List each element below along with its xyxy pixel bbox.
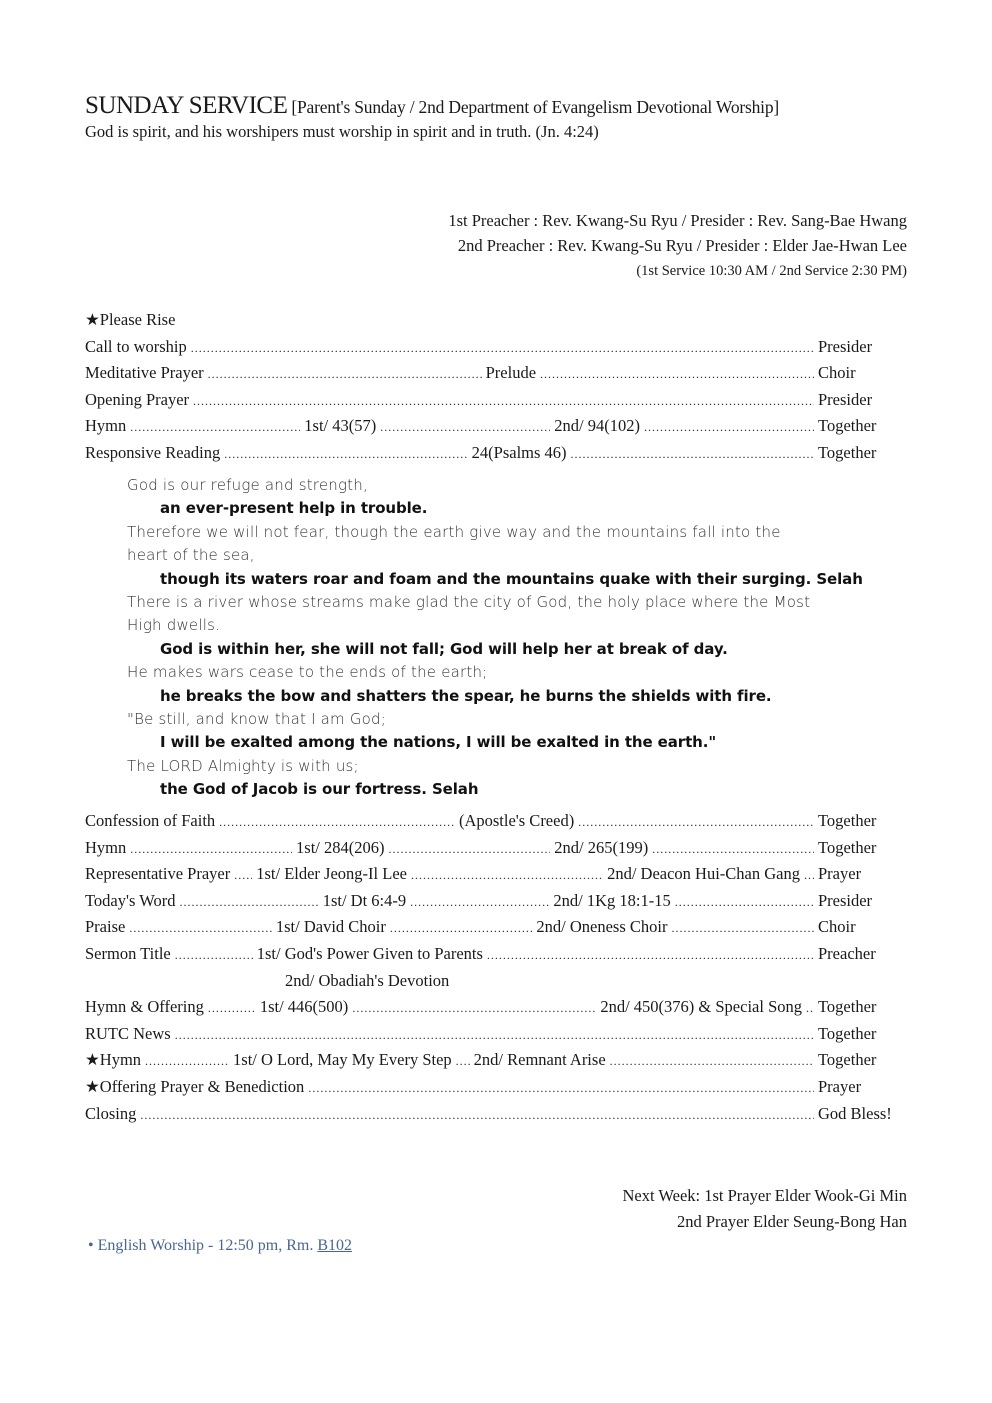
- leader-dots: [610, 1048, 814, 1075]
- page-subtitle: [Parent's Sunday / 2nd Department of Evangelism Devotional Worship]: [291, 97, 780, 117]
- item-role: Together: [818, 1050, 877, 1070]
- reading-line: God is our refuge and strength,: [127, 476, 368, 494]
- preacher-line-2: 2nd Preacher : Rev. Kwang-Su Ryu / Presider : Elder Jae-Hwan Lee: [457, 236, 907, 255]
- item-role: Presider: [817, 890, 873, 910]
- order-item: [85, 808, 905, 835]
- leader-dots: [389, 836, 551, 863]
- reading-line: There is a river whose streams make glad the city of God, the holy place where the Most: [127, 592, 811, 611]
- item-first: 1st/ God's Power Given to Parents: [256, 943, 483, 963]
- order-item: [85, 861, 905, 888]
- order-item: [85, 334, 905, 361]
- leader-dots: [380, 414, 550, 441]
- order-item: [85, 888, 905, 915]
- item-name: Hymn & Offering: [85, 997, 204, 1017]
- leader-dots: [804, 862, 814, 889]
- leader-dots: [175, 1022, 814, 1049]
- item-role: Choir: [818, 917, 856, 937]
- leader-dots: [129, 915, 272, 942]
- leader-dots: [652, 836, 814, 863]
- order-of-service-part-1: [85, 307, 905, 467]
- order-item: [85, 1074, 905, 1101]
- item-first: 1st/ Elder Jeong-Il Lee: [256, 864, 407, 884]
- item-role: Presider: [818, 389, 873, 409]
- item-first: 1st/ Dt 6:4-9: [322, 890, 407, 910]
- order-item: [85, 835, 905, 862]
- order-item: [85, 440, 905, 467]
- leader-dots: [571, 441, 814, 468]
- item-first: 1st/ O Lord, May My Every Step: [233, 1050, 452, 1070]
- reading-response: he breaks the bow and shatters the spear, he burns the shields with fire.: [160, 686, 772, 705]
- order-item: [85, 413, 905, 440]
- item-continuation: 2nd/ Obadiah's Devotion: [285, 970, 450, 990]
- item-role: Together: [818, 416, 877, 436]
- bullet-icon: •: [88, 1237, 94, 1254]
- order-item: [85, 360, 905, 387]
- reading-line: He makes wars cease to the ends of the earth;: [127, 663, 488, 682]
- item-second: 2nd/ 94(102): [554, 416, 640, 436]
- leader-dots: [208, 995, 256, 1022]
- item-first: 1st/ 43(57): [304, 416, 377, 436]
- item-name: Representative Prayer: [85, 864, 231, 884]
- leader-dots: [219, 809, 455, 836]
- reading-line: "Be still, and know that I am God;: [127, 709, 387, 728]
- leader-dots: [191, 335, 814, 362]
- item-role: God Bless!: [818, 1103, 892, 1123]
- leader-dots: [145, 1048, 229, 1075]
- reading-response: the God of Jacob is our fortress. Selah: [160, 780, 479, 799]
- preachers-block: [448, 208, 907, 284]
- leader-dots: [208, 361, 482, 388]
- item-second: 2nd/ 450(376) & Special Song: [600, 997, 802, 1017]
- item-mid: 24(Psalms 46): [471, 442, 567, 462]
- please-rise: [85, 307, 905, 334]
- item-role: Prayer: [818, 1076, 862, 1096]
- item-mid: Prelude: [485, 363, 537, 383]
- leader-dots: [410, 889, 549, 916]
- epigraph: God is spirit, and his worshipers must worship in spirit and in truth. (Jn. 4:24): [85, 122, 599, 141]
- item-role: Together: [817, 442, 877, 462]
- item-name: Confession of Faith: [85, 811, 216, 830]
- item-name: Opening Prayer: [85, 389, 190, 409]
- leader-dots: [193, 388, 814, 415]
- leader-dots: [390, 915, 533, 942]
- page-title: SUNDAY SERVICE: [85, 92, 288, 119]
- item-name: RUTC News: [85, 1023, 171, 1043]
- order-item: [85, 1047, 905, 1074]
- item-second: 2nd/ Deacon Hui-Chan Gang: [607, 864, 800, 884]
- item-name: Hymn: [85, 416, 127, 436]
- next-week-line-2: 2nd Prayer Elder Seung-Bong Han: [676, 1212, 907, 1231]
- reading-line: High dwells.: [127, 616, 221, 635]
- next-week-line-1: Next Week: 1st Prayer Elder Wook-Gi Min: [622, 1186, 907, 1205]
- order-item: [85, 994, 905, 1021]
- leader-dots: [411, 862, 603, 889]
- item-second: 2nd/ 265(199): [554, 837, 649, 857]
- item-first: 1st/ 284(206): [296, 837, 385, 857]
- item-name: ★Hymn: [85, 1050, 142, 1070]
- leader-dots: [671, 915, 814, 942]
- order-item: [85, 1021, 905, 1048]
- item-role: Together: [818, 811, 877, 830]
- responsive-reading-text: [127, 474, 887, 801]
- item-role: Together: [818, 997, 877, 1017]
- service-times: (1st Service 10:30 AM / 2nd Service 2:30 PM): [636, 263, 907, 279]
- item-name: Closing: [85, 1103, 137, 1123]
- preacher-line-1: 1st Preacher : Rev. Kwang-Su Ryu / Presider : Rev. Sang-Bae Hwang: [448, 211, 907, 230]
- reading-line: heart of the sea,: [127, 546, 255, 565]
- leader-dots: [578, 809, 814, 836]
- next-week-prayers: [622, 1183, 907, 1235]
- item-name: Sermon Title: [85, 943, 171, 963]
- order-item: [85, 941, 905, 968]
- reading-response: though its waters roar and foam and the mountains quake with their surging. Selah: [160, 569, 863, 588]
- item-name: ★Offering Prayer & Benediction: [85, 1076, 305, 1096]
- reading-line: Therefore we will not fear, though the earth give way and the mountains fall into the: [127, 522, 781, 541]
- item-role: Prayer: [818, 864, 862, 884]
- item-role: Presider: [818, 336, 873, 356]
- leader-dots: [179, 889, 318, 916]
- leader-dots: [130, 414, 300, 441]
- order-item: [85, 1101, 905, 1128]
- item-name: Praise: [85, 917, 126, 937]
- room-link[interactable]: B102: [317, 1237, 353, 1254]
- leader-dots: [175, 942, 253, 969]
- item-first: 1st/ 446(500): [259, 997, 349, 1017]
- leader-dots: [540, 361, 814, 388]
- item-role: Choir: [817, 363, 856, 383]
- order-item: [85, 914, 905, 941]
- leader-dots: [140, 1102, 814, 1129]
- item-mid: (Apostle's Creed): [458, 811, 575, 830]
- item-name: Meditative Prayer: [85, 363, 204, 383]
- item-name: Responsive Reading: [85, 442, 221, 462]
- order-item: [85, 387, 905, 414]
- reading-line: The LORD Almighty is with us;: [127, 756, 359, 775]
- leader-dots: [130, 836, 292, 863]
- reading-response: God is within her, she will not fall; God will help her at break of day.: [160, 639, 728, 658]
- item-second: 2nd/ Oneness Choir: [536, 917, 668, 937]
- reading-response: I will be exalted among the nations, I will be exalted in the earth.": [160, 733, 717, 752]
- order-item-continuation: [85, 968, 905, 995]
- leader-dots: [224, 441, 467, 468]
- order-of-service-part-2: [85, 808, 905, 1127]
- leader-dots: [234, 862, 252, 889]
- item-name: Today's Word: [85, 890, 176, 910]
- reading-response: an ever-present help in trouble.: [160, 499, 428, 518]
- item-second: 2nd/ 1Kg 18:1-15: [553, 890, 671, 910]
- item-role: Preacher: [818, 943, 876, 963]
- item-second: 2nd/ Remnant Arise: [473, 1050, 606, 1070]
- leader-dots: [308, 1075, 814, 1102]
- leader-dots: [806, 995, 814, 1022]
- leader-dots: [487, 942, 814, 969]
- english-worship-notice: [88, 1237, 352, 1255]
- item-name: Hymn: [85, 837, 127, 857]
- item-name: Call to worship: [85, 336, 187, 356]
- leader-dots: [456, 1048, 470, 1075]
- leader-dots: [675, 889, 814, 916]
- item-role: Together: [818, 1023, 877, 1043]
- leader-dots: [644, 414, 814, 441]
- notice-text: English Worship - 12:50 pm, Rm.: [97, 1237, 314, 1254]
- leader-dots: [352, 995, 596, 1022]
- title-line: [85, 92, 779, 120]
- item-first: 1st/ David Choir: [275, 917, 386, 937]
- item-role: Together: [818, 837, 877, 857]
- please-rise-label: ★Please Rise: [85, 310, 176, 329]
